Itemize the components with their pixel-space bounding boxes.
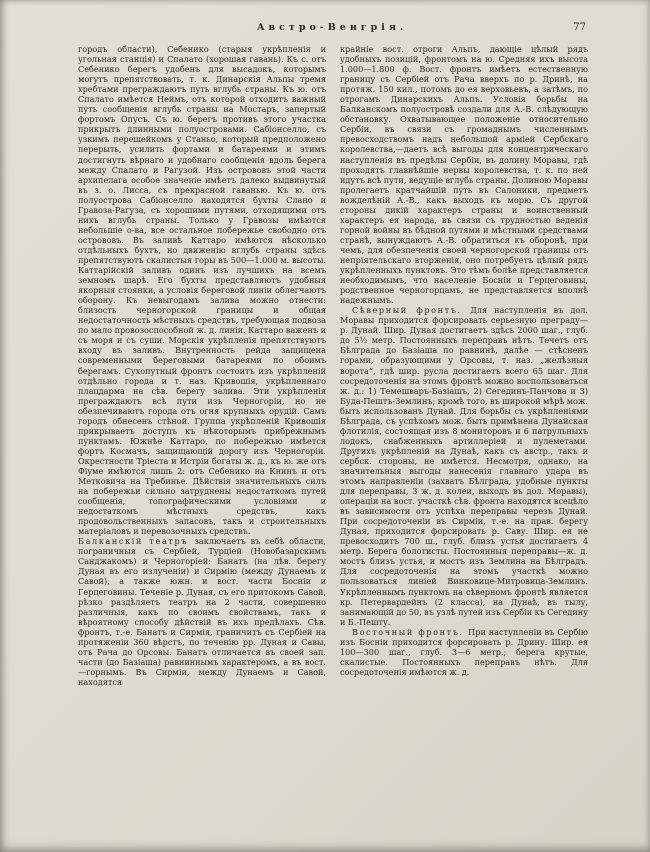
paragraph: Восточный фронтъ. При наступленіи въ Сербію изъ Босніи приходится форсировать р. Дрину. Шир. ея 100—300 шаг., глуб. 3—6 метр.; берега крутые, скалистые. Постоянныхъ переправъ нѣтъ. Для сосредоточенія имѣются ж. д. (340, 626, 588, 677)
running-title: Австро-Венгрія. (256, 22, 408, 33)
paragraph-lead: Сѣверный фронтъ. (352, 305, 471, 316)
page-header (78, 22, 586, 36)
paragraph-lead: Восточный фронтъ. (352, 626, 469, 637)
paragraph-lead: Балканскій театръ (78, 536, 195, 547)
text-block (78, 44, 588, 826)
page-number: 77 (573, 22, 586, 33)
paragraph: городъ области), Себенико (старыя укрѣпленія и угольная станція) и Спалато (хорошая гавань). Къ с. отъ Себенико берегъ удобенъ для высадокъ, которымъ могутъ препятствовать, т. к. Динарскія Альпы тремя хребтами преграждаютъ путь вглубь страны. Къ ю. отъ Спалато имѣется Неймъ, отъ которой отходитъ важный путь сообщенія вглубь страны на Мостаръ, запертый фортомъ Опусъ. Съ ю. берегъ противъ этого участка прикрытъ длинными полуостровами. Сабіонселло, съ узкимъ перешейкомъ у Станьо, который предположено перерыть, усилить фортами и батареями и этимъ достигнуть вѣрнаго и удобнаго сообщенія вдоль берега между Спалато и Рагузой. Изъ острововъ этой части архипелага особое значеніе имѣетъ далеко выдвинутый въ з. о. Лисса, съ прекрасной гаванью. Къ ю. отъ полуострова Сабіонселло находятся бухты Слано и Гравоза-Рагуза, съ хорошими путями, отходящими отъ нихъ вглубь страны. Только у Гравозы имѣются небольшіе о-ва, все остальное побережье свободно отъ острововъ. Въ заливѣ Каттаро имѣются нѣсколько отдѣльныхъ бухтъ, но движенію вглубь страны здѣсь препятствуютъ скалистыя горы въ 500—1.000 м. высоты. Каттарійскій заливъ одинъ изъ лучшихъ на всемъ земномъ шарѣ. Его бухты представляютъ удобныя якорныя стоянки, а условія береговой линіи облегчаютъ оборону. Къ невыгодамъ залива можно отнести: близость черногорской границы и общая недостаточность мѣстныхъ средствъ, требующая подвоза по мало провозоспособной ж. д. линіи. Каттаро важенъ и съ моря и съ суши. Морскія укрѣпленія препятствуютъ входу въ заливъ. Внутренность рейда защищена современными береговыми батареями по обоимъ берегамъ. Сухопутный фронтъ состоитъ изъ укрѣпленій отдѣльно города и т. наз. Кривошія, укрѣпленнаго плацдарма на сѣв. берегу залива. Эти укрѣпленія преграждаютъ всѣ пути изъ Черногоріи, но не обезпечиваютъ города отъ огня крупныхъ орудій. Самъ городъ обнесенъ стѣной. Группа укрѣпленій Кривошія прикрываетъ доступъ къ нѣкоторымъ прибрежнымъ пунктамъ. Южнѣе Каттаро, по побережью имѣется фортъ Космачъ, защищающій дорогу изъ Черногоріи. Окрестности Тріеста и Истріи богаты ж. д., къ ю. же отъ Фіуме имѣются лишь 2: отъ Себенико на Книнъ и отъ Метковича на Требинье. Дѣйствія значительныхъ силъ на побережьи сильно затруднены недостаткомъ путей сообщенія, топографическими условіями и недостаткомъ мѣстныхъ средствъ, какъ продовольственныхъ запасовъ, такъ и строительныхъ матеріаловъ и перевозочныхъ средствъ. (78, 44, 326, 537)
paragraph: крайніе вост. отроги Альпъ, дающіе цѣлый рядъ удобныхъ позицій, фронтомъ на ю. Средняя ихъ высота 1.000—1.800 ф. Вост. фронтъ имѣетъ естественную границу съ Сербіей отъ Рача вверхъ по р. Дринѣ, на протяж. 150 кил., потомъ до ея верховьевъ, а затѣмъ, по отрогамъ Динарскихъ Альпъ. Условія борьбы на Балканскомъ полуостровѣ создали для А.-В. слѣдующую обстановку. Охватывающее положеніе относительно Сербіи, въ связи съ громаднымъ численнымъ превосходствомъ надъ небольшой арміей Сербскаго королевства,—даетъ всѣ выгоды для концентрическаго наступленія въ предѣлы Сербіи, въ долину Моравы, гдѣ проходятъ главнѣйшіе нервы королевства, т. к. по ней идутъ всѣ пути, ведущіе вглубь страны. Долиною Моравы пролегаетъ кратчайшій путь въ Салоники, предметъ вожделѣній А.-В., какъ выходъ къ морю. Съ другой стороны дикій характеръ страны и воинственный характеръ ея народа, въ связи съ трудностью веденія горной войны въ бѣдной путями и мѣстными средствами странѣ, вынуждаютъ А.-В. обратиться къ оборонѣ, при чемъ, для обезпеченія своей черногорской границы отъ непріятельскаго вторженія, оно потребуетъ цѣлый рядъ укрѣпленныхъ пунктовъ. Это тѣмъ болѣе представляется необходимымъ, что населеніе Босніи и Герцеговины, родственное черногорцамъ, не представляется вполнѣ надежнымъ. (340, 44, 588, 306)
paragraph: Сѣверный фронтъ. Для наступленія въ дол. Моравы приходится форсировать серьезную преграду—р. Дунай. Шир. Дуная достигаетъ здѣсь 2000 шаг., глуб. до 5½ метр. Постоянныхъ переправъ нѣтъ. Течетъ отъ Бѣлграда до Базіаша по равнинѣ, далѣе — стѣсненъ горами, образующими у Орсовы, т. наз. „желѣзныя ворота“, гдѣ шир. русла достигаетъ всего 65 шаг. Для сосредоточенія на этомъ фронтѣ можно воспользоваться ж. д.: 1) Темешваръ-Базіашъ, 2) Сегединъ-Панчова и 3) Буда-Пештъ-Землинъ; кромѣ того, въ широкой мѣрѣ мож. быть использованъ Дунай. Для борьбы съ укрѣпленіями Бѣлграда, съ успѣхомъ мож. быть примѣнена Дунайская флотилія, состоящая изъ 8 мониторовъ и 6 патрульныхъ лодокъ, снабженныхъ артиллеріей и пулеметами. Другихъ укрѣпленій на Дунаѣ, какъ съ австр., такъ и сербск. стороны, не имѣется. Несмотря, однако, на значительныя выгоды нанесенія главнаго удара въ этомъ направленіи (захватъ Бѣлграда, удобные пункты для переправы, 3 ж. д. колеи, выходъ въ дол. Моравы), операціи на вост. участкѣ сѣв. фронта находятся всецѣло въ зависимости отъ успѣха переправы черезъ Дунай. При сосредоточеніи въ Сирміи, т.-е. на прав. берегу Дуная, приходится форсировать р. Саву. Шир. ея не превосходитъ 700 ш., глуб. близъ устья достигаетъ 4 метр. Берега болотисты. Постоянныя переправы—ж. д. мостъ близъ устья, и мостъ изъ Землина на Бѣлградъ. Для сосредоточенія на этомъ участкѣ можно пользоваться линіей Винковице-Митровица-Землинъ. Укрѣпленнымъ пунктомъ на сѣверномъ фронтѣ является кр. Петервардейнъ (2 класса), на Дунаѣ, въ тылу, занимающій до 50, въ узлѣ путей изъ Сербіи къ Сегедину и Б.-Пешту. (340, 305, 588, 627)
paragraph: Балканскій театръ заключаетъ въ себѣ области, пограничныя съ Сербіей, Турціей (Новобазарскимъ Санджакомъ) и Черногоріей: Банатъ (на лѣв. берегу Дуная въ его излученіи) и Сирмію (между Дунаемъ и Савой), а также южн. и вост. части Босніи и Герцеговины. Теченіе р. Дуная, съ его притокомъ Савой, рѣзко раздѣляетъ театръ на 2 части, совершенно различныя, какъ по своимъ свойствамъ, такъ и вѣроятному способу дѣйствій въ ихъ предѣлахъ. Сѣв. фронтъ, т.-е. Банатъ и Сирмія, граничитъ съ Сербіей на протяженіи 360 вѣрстъ, по теченію рр. Дуная и Савы, отъ Рача до Орсовы. Банатъ отличается въ своей зап. части (до Базіаша) равниннымъ характеромъ, а въ вост.—горнымъ. Въ Сирміи, между Дунаемъ и Савой, находятся (78, 536, 326, 687)
